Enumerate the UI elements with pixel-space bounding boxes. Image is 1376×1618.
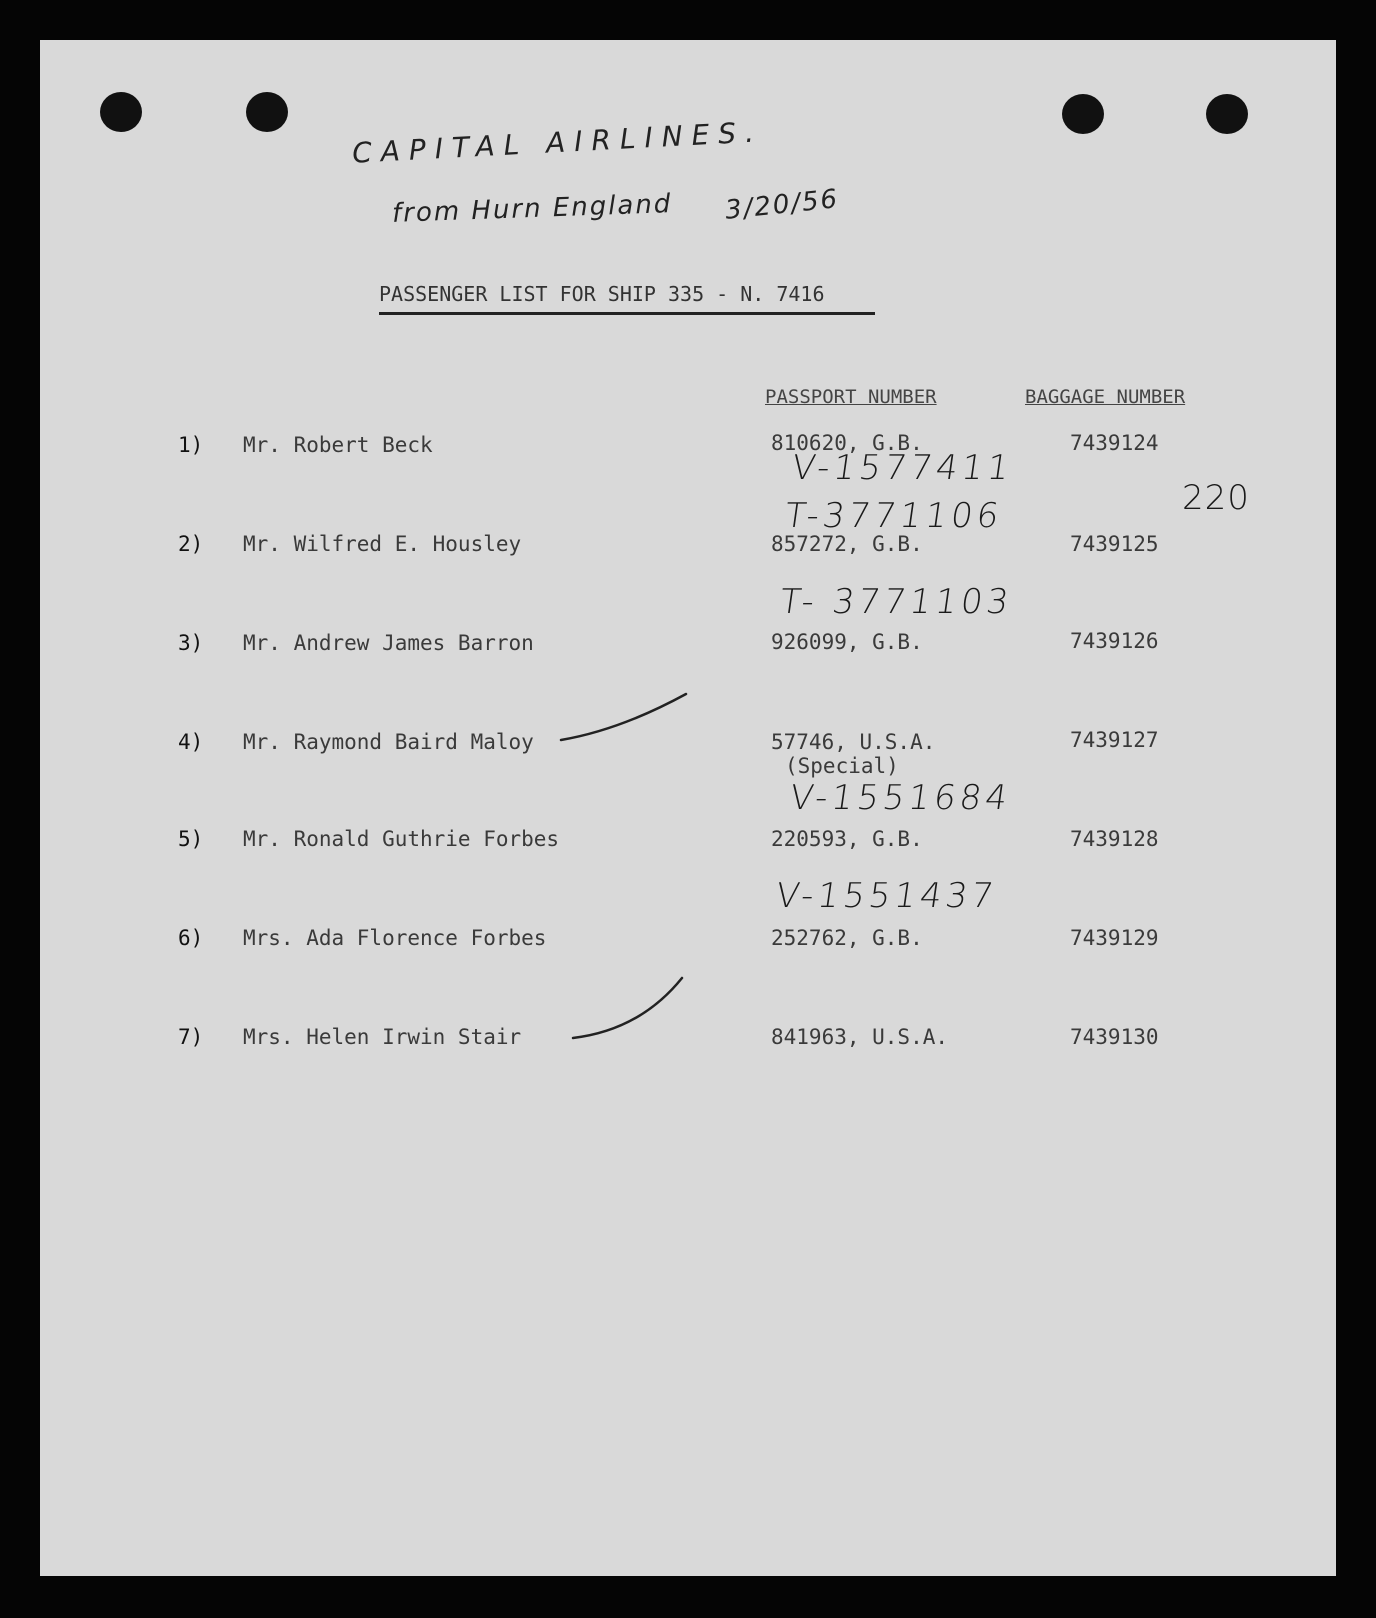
- handwritten-annotation: V-1551684: [787, 778, 1014, 818]
- passenger-name: Mr. Andrew James Barron: [243, 631, 534, 655]
- pen-marks: [40, 40, 1336, 1576]
- handwritten-page-number: 220: [1182, 478, 1250, 518]
- handwritten-annotation: T- 3771103: [777, 582, 1015, 622]
- passenger-name: Mr. Wilfred E. Housley: [243, 532, 522, 556]
- passenger-name: Mr. Robert Beck: [243, 433, 433, 457]
- passenger-name: Mr. Ronald Guthrie Forbes: [243, 827, 560, 851]
- passenger-name: Mr. Raymond Baird Maloy: [243, 730, 534, 754]
- check-mark-row-7: [573, 978, 682, 1038]
- row-number: 6): [178, 926, 204, 950]
- handwritten-date: 3/20/56: [723, 184, 841, 226]
- passenger-name: Mrs. Helen Irwin Stair: [243, 1025, 522, 1049]
- handwritten-annotation: V-1551437: [773, 876, 1000, 916]
- row-number: 5): [178, 827, 204, 851]
- row-number: 7): [178, 1025, 204, 1049]
- baggage-column-header: BAGGAGE NUMBER: [1025, 386, 1186, 408]
- baggage-number: 7439126: [1070, 629, 1159, 653]
- passport-column-header: PASSPORT NUMBER: [765, 386, 937, 408]
- baggage-number: 7439128: [1070, 827, 1159, 851]
- passport-number: 220593, G.B.: [771, 827, 923, 851]
- baggage-number: 7439125: [1070, 532, 1159, 556]
- passport-number: 926099, G.B.: [771, 630, 923, 654]
- handwritten-annotation: V-1577411: [789, 448, 1016, 488]
- row-number: 1): [178, 433, 204, 457]
- passenger-name: Mrs. Ada Florence Forbes: [243, 926, 547, 950]
- passport-note: (Special): [785, 754, 899, 778]
- row-number: 4): [178, 730, 204, 754]
- passport-number: 841963, U.S.A.: [771, 1025, 949, 1049]
- baggage-number: 7439124: [1070, 431, 1159, 455]
- document-title: PASSENGER LIST FOR SHIP 335 - N. 7416: [379, 282, 875, 315]
- passport-number: 57746, U.S.A.: [771, 730, 936, 754]
- handwritten-annotation: T-3771106: [782, 496, 1006, 536]
- row-number: 2): [178, 532, 204, 556]
- row-number: 3): [178, 631, 204, 655]
- handwritten-airline: CAPITAL AIRLINES.: [351, 115, 764, 170]
- passport-number: 252762, G.B.: [771, 926, 923, 950]
- baggage-number: 7439130: [1070, 1025, 1159, 1049]
- passport-number: 810620, G.B.: [771, 431, 923, 455]
- baggage-number: 7439129: [1070, 926, 1159, 950]
- baggage-number: 7439127: [1070, 728, 1159, 752]
- check-mark-row-4: [561, 694, 686, 740]
- handwritten-origin: from Hurn England: [391, 189, 673, 229]
- document-page: [40, 40, 1336, 1576]
- passport-number: 857272, G.B.: [771, 532, 923, 556]
